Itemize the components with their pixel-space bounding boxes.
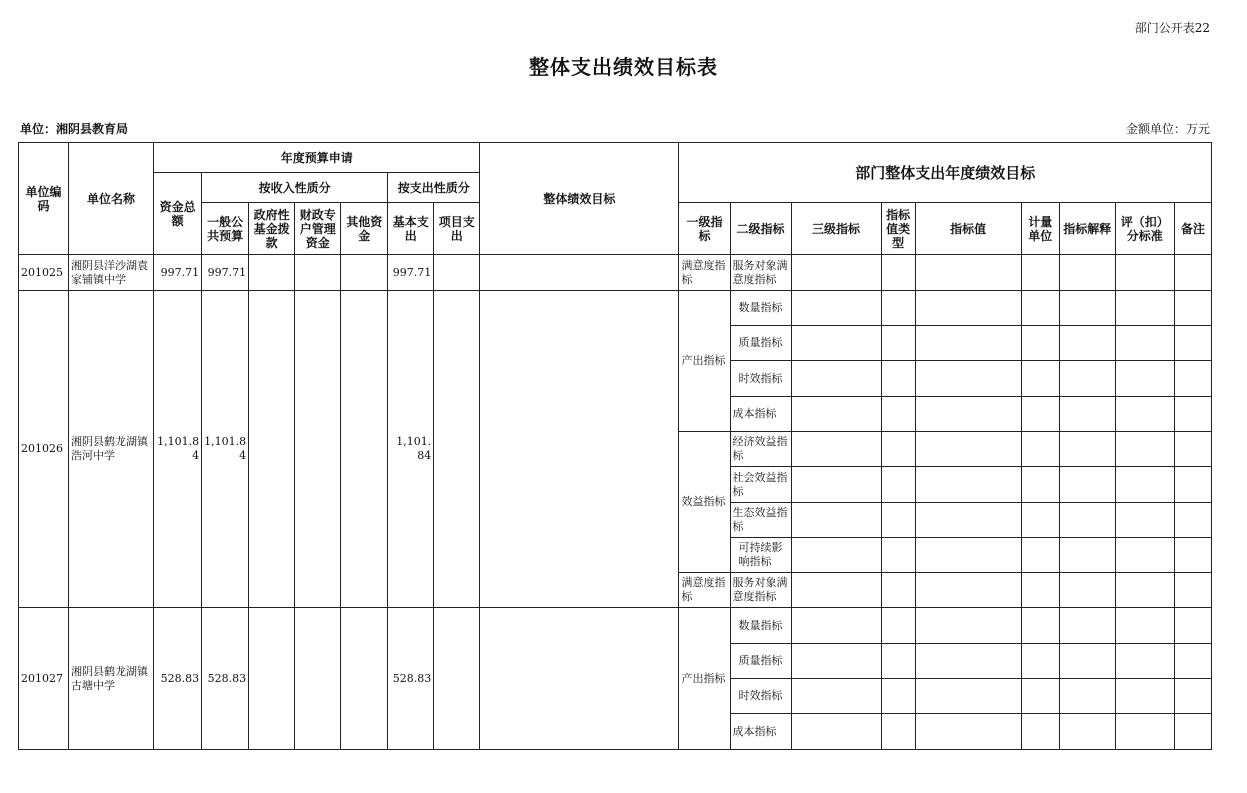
header-level2: 二级指标 (730, 203, 791, 255)
level2-indicator: 质量指标 (730, 326, 791, 361)
fiscal-special (295, 291, 341, 608)
general-budget: 1,101.84 (202, 291, 249, 608)
header-annual-budget: 年度预算申请 (154, 143, 480, 173)
header-by-income: 按收入性质分 (202, 173, 388, 203)
unit-name: 湘阴县鹤龙湖镇古塘中学 (69, 608, 154, 750)
project-expense (434, 608, 480, 750)
header-value-type: 指标值类型 (881, 203, 915, 255)
header-overall-goal: 整体绩效目标 (480, 143, 679, 255)
unit-code: 201025 (19, 255, 69, 291)
header-by-expense: 按支出性质分 (388, 173, 480, 203)
total-funds: 997.71 (154, 255, 202, 291)
table-row (19, 291, 1212, 326)
unit-name: 湘阴县洋沙湖袁家铺镇中学 (69, 255, 154, 291)
header-measure-unit: 计量单位 (1021, 203, 1059, 255)
unit-code: 201027 (19, 608, 69, 750)
basic-expense: 997.71 (388, 255, 434, 291)
level1-indicator: 产出指标 (679, 291, 730, 432)
level2-indicator: 生态效益指标 (730, 503, 791, 538)
level2-indicator: 经济效益指标 (730, 432, 791, 467)
header-project-expense: 项目支出 (434, 203, 480, 255)
table-number: 部门公开表22 (1134, 21, 1210, 35)
level2-indicator: 社会效益指标 (730, 467, 791, 503)
unit-code: 201026 (19, 291, 69, 608)
total-funds: 1,101.84 (154, 291, 202, 608)
money-unit-label: 金额单位：万元 (1125, 122, 1210, 136)
overall-goal-cell (480, 291, 679, 608)
header-gov-fund: 政府性基金拨款 (249, 203, 295, 255)
header-dept-goal: 部门整体支出年度绩效目标 (679, 143, 1212, 203)
table-row (19, 255, 1212, 291)
header-indicator-value: 指标值 (915, 203, 1021, 255)
header-basic-expense: 基本支出 (388, 203, 434, 255)
level1-indicator: 产出指标 (679, 608, 730, 750)
other-funds (341, 291, 388, 608)
basic-expense: 1,101.84 (388, 291, 434, 608)
header-general-budget: 一般公共预算 (202, 203, 249, 255)
basic-expense: 528.83 (388, 608, 434, 750)
header-other-funds: 其他资金 (341, 203, 388, 255)
header-remark: 备注 (1174, 203, 1211, 255)
header-level1: 一级指标 (679, 203, 730, 255)
gov-fund (249, 608, 295, 750)
header-total-funds: 资金总额 (154, 173, 202, 255)
general-budget: 528.83 (202, 608, 249, 750)
gov-fund (249, 255, 295, 291)
unit-name: 湘阴县鹤龙湖镇浩河中学 (69, 291, 154, 608)
fiscal-special (295, 255, 341, 291)
page-title: 整体支出绩效目标表 (529, 55, 718, 79)
header-fiscal-special: 财政专户管理资金 (295, 203, 341, 255)
level1-indicator: 效益指标 (679, 432, 730, 573)
other-funds (341, 608, 388, 750)
level2-indicator: 数量指标 (730, 608, 791, 644)
gov-fund (249, 291, 295, 608)
level2-indicator: 成本指标 (730, 397, 791, 432)
level2-indicator: 时效指标 (730, 679, 791, 714)
header-scoring: 评（扣）分标准 (1115, 203, 1174, 255)
level2-indicator: 服务对象满意度指标 (730, 255, 791, 291)
project-expense (434, 291, 480, 608)
table-row (19, 608, 1212, 644)
level2-indicator: 数量指标 (730, 291, 791, 326)
level2-indicator: 可持续影响指标 (730, 538, 791, 573)
total-funds: 528.83 (154, 608, 202, 750)
header-explanation: 指标解释 (1059, 203, 1115, 255)
general-budget: 997.71 (202, 255, 249, 291)
level2-indicator: 时效指标 (730, 361, 791, 397)
level2-indicator: 成本指标 (730, 714, 791, 750)
unit-label: 单位：湘阴县教育局 (20, 122, 129, 136)
other-funds (341, 255, 388, 291)
performance-table (18, 142, 1212, 750)
project-expense (434, 255, 480, 291)
level2-indicator: 质量指标 (730, 644, 791, 679)
level2-indicator: 服务对象满意度指标 (730, 573, 791, 608)
header-level3: 三级指标 (791, 203, 881, 255)
header-unit-name: 单位名称 (69, 143, 154, 255)
level1-indicator: 满意度指标 (679, 255, 730, 291)
overall-goal-cell (480, 255, 679, 291)
fiscal-special (295, 608, 341, 750)
overall-goal-cell (480, 608, 679, 750)
header-unit-code: 单位编码 (19, 143, 69, 255)
level1-indicator: 满意度指标 (679, 573, 730, 608)
